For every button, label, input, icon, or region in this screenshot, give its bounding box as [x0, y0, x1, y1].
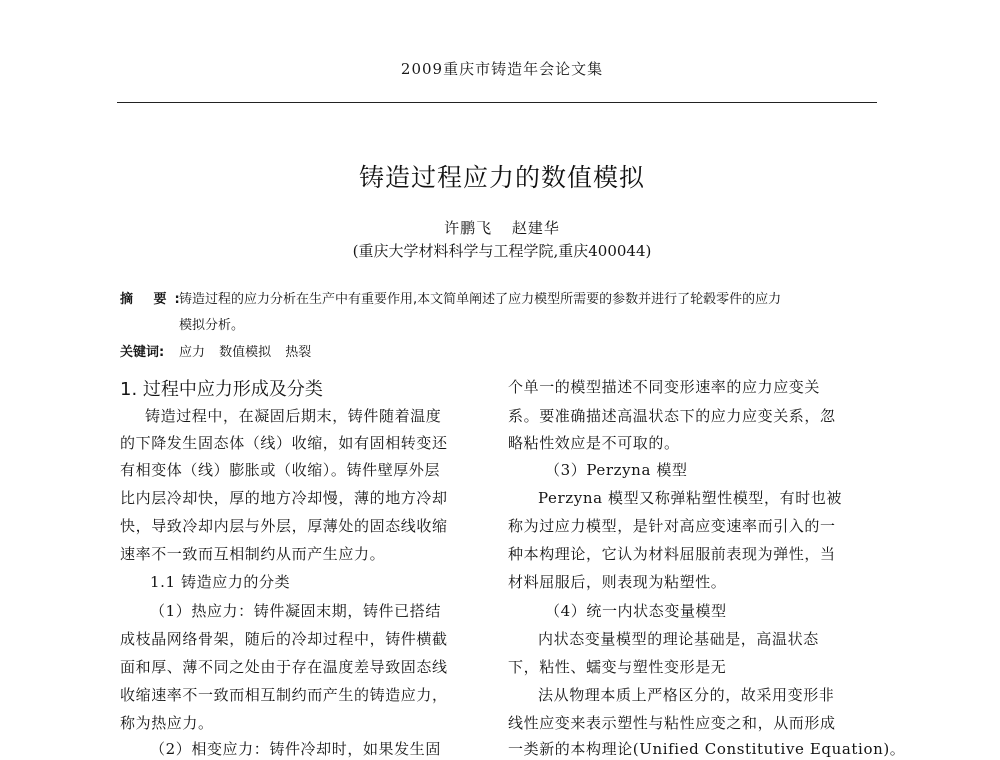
header-rule	[117, 102, 877, 103]
paper-authors: 许鹏飞 赵建华	[444, 219, 560, 237]
left-column-line: 速率不一致而互相制约从而产生应力。	[120, 545, 386, 563]
paper-title: 铸造过程应力的数值模拟	[358, 163, 645, 192]
left-column-line: 有相变体（线）膨胀或（收缩）。铸件壁厚外层	[120, 461, 441, 479]
right-column-line: 个单一的模型描述不同变形速率的应力应变关	[508, 378, 821, 396]
abstract-line-1: 铸造过程的应力分析在生产中有重要作用,本文简单阐述了应力模型所需要的参数并进行了轮毂零件的应力	[179, 292, 782, 307]
right-column-line: 法从物理本质上严格区分的，故采用变形非	[538, 686, 835, 704]
left-column-line: 的下降发生固态体（线）收缩，如有固相转变还	[120, 434, 448, 452]
right-column-line: 下，粘性、蠕变与塑性变形是无	[508, 658, 727, 676]
left-column-line: 面和厚、薄不同之处由于存在温度差导致固态线	[120, 658, 448, 676]
right-column-line: 称为过应力模型，是针对高应变速率而引入的一	[508, 517, 836, 535]
abstract-line-2: 模拟分析。	[179, 318, 245, 333]
left-column-line: 称为热应力。	[120, 714, 214, 732]
left-column-line: （2）相变应力：铸件冷却时，如果发生固	[150, 740, 441, 758]
right-column-line: 材料屈服后，则表现为粘塑性。	[508, 573, 727, 591]
right-column-line: 种本构理论，它认为材料屈服前表现为弹性，当	[508, 545, 836, 563]
abstract-label: 摘 要:	[120, 292, 188, 307]
running-header: 2009重庆市铸造年会论文集	[400, 60, 604, 78]
left-column-line: 收缩速率不一致而相互制约而产生的铸造应力，	[120, 686, 448, 704]
right-column-line: Perzyna 模型又称弹粘塑性模型，有时也被	[538, 489, 843, 507]
paper-affiliation: (重庆大学材料科学与工程学院,重庆400044)	[352, 242, 652, 260]
left-column-line: 铸造过程中，在凝固后期末，铸件随着温度	[145, 407, 442, 425]
right-column-line: （3）Perzyna 模型	[545, 461, 688, 479]
left-column-line: 成枝晶网络骨架，随后的冷却过程中，铸件横截	[120, 630, 448, 648]
section-1-heading: 1. 过程中应力形成及分类	[120, 379, 323, 400]
right-column-line: 线性应变来表示塑性与粘性应变之和，从而形成	[508, 714, 836, 732]
keywords-label: 关键词:	[120, 345, 165, 360]
left-column-line: （1）热应力：铸件凝固末期，铸件已搭结	[150, 602, 441, 620]
right-column-line: 内状态变量模型的理论基础是，高温状态	[538, 630, 819, 648]
left-column-line: 比内层冷却快，厚的地方冷却慢，薄的地方冷却	[120, 489, 448, 507]
right-column-line: 系。要准确描述高温状态下的应力应变关系，忽	[508, 407, 836, 425]
right-column-line: 一类新的本构理论(Unified Constitutive Equation)。	[508, 740, 906, 758]
subsection-1-1-heading: 1.1 铸造应力的分类	[150, 573, 291, 591]
keywords-value: 应力 数值模拟 热裂	[179, 345, 312, 360]
right-column-line: 略粘性效应是不可取的。	[508, 434, 680, 452]
right-column-line: （4）统一内状态变量模型	[545, 602, 727, 620]
left-column-line: 快，导致冷却内层与外层，厚薄处的固态线收缩	[120, 517, 448, 535]
